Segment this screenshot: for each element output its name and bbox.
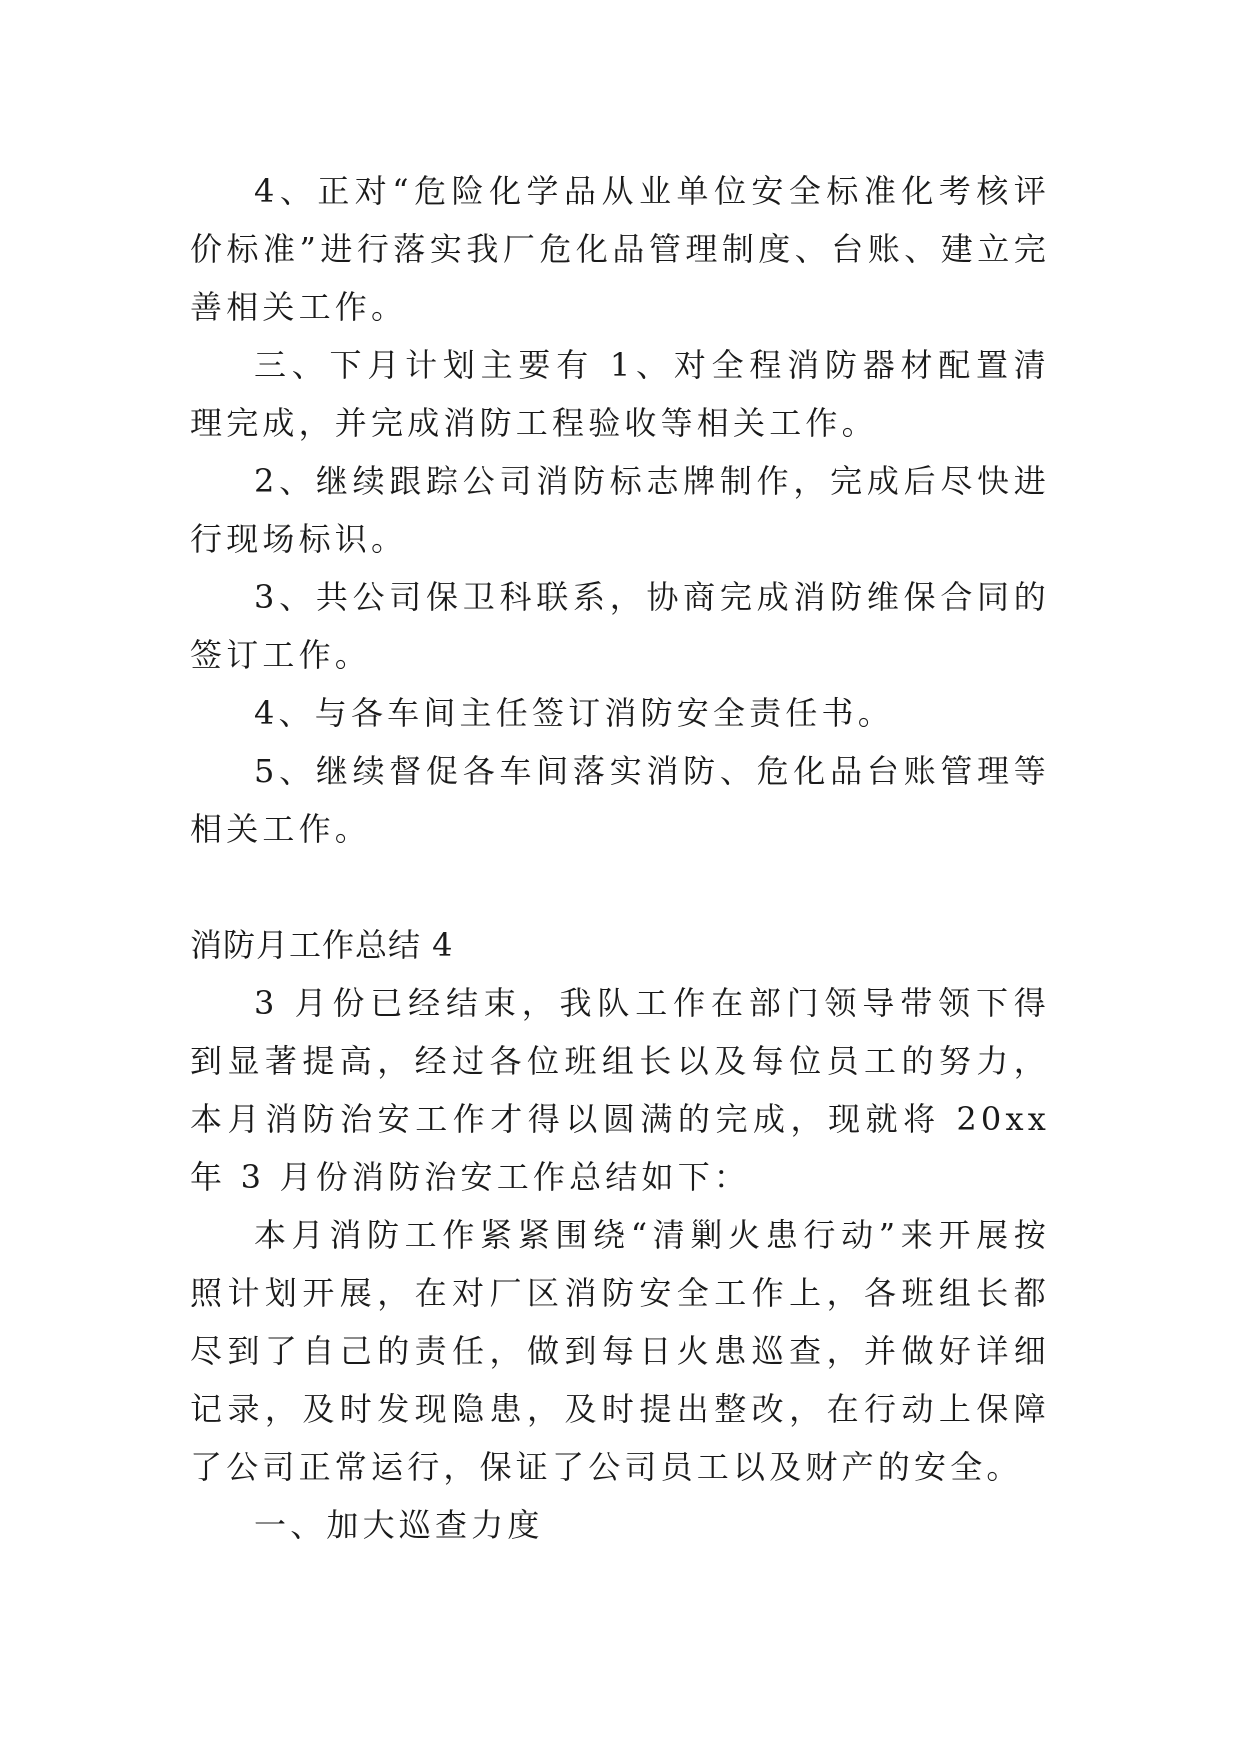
paragraph-fire-signs: 2、继续跟踪公司消防标志牌制作，完成后尽快进行现场标识。 bbox=[190, 462, 1050, 558]
paragraph-inspection-heading: 一、加大巡查力度 bbox=[254, 1506, 544, 1544]
paragraph-responsibility-letter: 4、与各车间主任签订消防安全责任书。 bbox=[254, 694, 894, 732]
paragraph-ledger-management: 5、继续督促各车间落实消防、危化品台账管理等相关工作。 bbox=[190, 752, 1050, 848]
paragraph-maintenance-contract: 3、共公司保卫科联系，协商完成消防维保合同的签订工作。 bbox=[190, 578, 1050, 674]
document-body bbox=[190, 162, 1050, 1554]
paragraph-clearance-action: 本月消防工作紧紧围绕“清剿火患行动”来开展按照计划开展，在对厂区消防安全工作上，各班组长都尽到了自己的责任，做到每日火患巡查，并做好详细记录，及时发现隐患，及时提出整改，在行动上保障了公司正常运行，保证了公司员工以及财产的安全。 bbox=[190, 1216, 1050, 1486]
section-title: 消防月工作总结 4 bbox=[190, 926, 454, 964]
paragraph-next-month-plan: 三、下月计划主要有 1、对全程消防器材配置清理完成，并完成消防工程验收等相关工作。 bbox=[190, 346, 1050, 442]
paragraph-hazmat-standard: 4、正对“危险化学品从业单位安全标准化考核评价标准”进行落实我厂危化品管理制度、台账、建立完善相关工作。 bbox=[190, 172, 1050, 326]
paragraph-march-summary: 3 月份已经结束，我队工作在部门领导带领下得到显著提高，经过各位班组长以及每位员工的努力，本月消防治安工作才得以圆满的完成，现就将 20xx 年 3 月份消防治安工作总结如下： bbox=[190, 984, 1050, 1196]
